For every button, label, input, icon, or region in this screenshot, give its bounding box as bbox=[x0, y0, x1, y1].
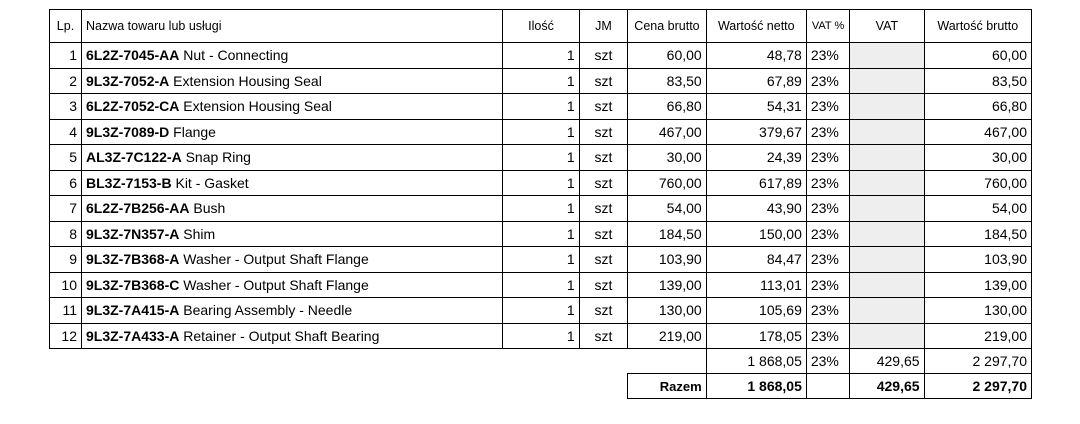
row-part-code: 9L3Z-7089-D bbox=[86, 123, 170, 140]
total-label: Razem bbox=[628, 374, 706, 399]
row-gross-value: 184,50 bbox=[924, 221, 1031, 247]
row-description: Nut - Connecting bbox=[183, 47, 289, 64]
table-row bbox=[50, 145, 1032, 171]
row-part-code: 9L3Z-7B368-A bbox=[86, 251, 180, 268]
row-unit: szt bbox=[579, 272, 628, 298]
row-part-code: 6L2Z-7B256-AA bbox=[86, 200, 190, 217]
row-qty: 1 bbox=[503, 298, 579, 324]
row-vat-pct: 23% bbox=[806, 145, 849, 171]
row-part-code: 9L3Z-7A433-A bbox=[86, 327, 180, 344]
header-gross-value: Wartość brutto bbox=[924, 10, 1031, 43]
row-description: Retainer - Output Shaft Bearing bbox=[183, 327, 380, 344]
row-lp: 8 bbox=[50, 221, 82, 247]
row-lp: 2 bbox=[50, 68, 82, 94]
header-name: Nazwa towaru lub usługi bbox=[82, 10, 503, 43]
row-qty: 1 bbox=[503, 272, 579, 298]
row-lp: 12 bbox=[50, 323, 82, 349]
row-vat bbox=[850, 272, 924, 298]
row-vat bbox=[850, 119, 924, 145]
row-vat-pct: 23% bbox=[806, 298, 849, 324]
row-gross-price: 467,00 bbox=[628, 119, 706, 145]
row-gross-price: 30,00 bbox=[628, 145, 706, 171]
row-vat-pct: 23% bbox=[806, 196, 849, 222]
row-name bbox=[82, 145, 503, 171]
row-description: Flange bbox=[173, 123, 216, 140]
row-gross-value: 60,00 bbox=[924, 43, 1031, 69]
row-vat bbox=[850, 68, 924, 94]
row-lp: 9 bbox=[50, 247, 82, 273]
row-name bbox=[82, 94, 503, 120]
row-qty: 1 bbox=[503, 247, 579, 273]
row-vat-pct: 23% bbox=[806, 221, 849, 247]
row-lp: 5 bbox=[50, 145, 82, 171]
row-vat-pct: 23% bbox=[806, 323, 849, 349]
row-lp: 7 bbox=[50, 196, 82, 222]
table-row bbox=[50, 68, 1032, 94]
row-description: Shim bbox=[183, 225, 216, 242]
row-name bbox=[82, 68, 503, 94]
row-gross-price: 184,50 bbox=[628, 221, 706, 247]
row-net-value: 105,69 bbox=[706, 298, 806, 324]
row-vat bbox=[850, 298, 924, 324]
row-gross-price: 760,00 bbox=[628, 170, 706, 196]
row-gross-value: 467,00 bbox=[924, 119, 1031, 145]
total-vat-pct-empty bbox=[806, 374, 849, 399]
row-gross-price: 139,00 bbox=[628, 272, 706, 298]
row-gross-value: 30,00 bbox=[924, 145, 1031, 171]
row-net-value: 379,67 bbox=[706, 119, 806, 145]
row-qty: 1 bbox=[503, 68, 579, 94]
subtotal-vat: 429,65 bbox=[850, 349, 924, 374]
row-qty: 1 bbox=[503, 119, 579, 145]
table-row bbox=[50, 94, 1032, 120]
row-vat-pct: 23% bbox=[806, 94, 849, 120]
row-description: Bearing Assembly - Needle bbox=[183, 302, 353, 319]
row-lp: 10 bbox=[50, 272, 82, 298]
row-vat bbox=[850, 43, 924, 69]
row-name bbox=[82, 196, 503, 222]
row-gross-value: 66,80 bbox=[924, 94, 1031, 120]
row-qty: 1 bbox=[503, 43, 579, 69]
row-description: Washer - Output Shaft Flange bbox=[183, 251, 369, 268]
row-net-value: 178,05 bbox=[706, 323, 806, 349]
subtotal-vat-pct: 23% bbox=[806, 349, 849, 374]
header-net-value: Wartość netto bbox=[706, 10, 806, 43]
row-net-value: 54,31 bbox=[706, 94, 806, 120]
header-qty: Ilość bbox=[503, 10, 579, 43]
row-gross-value: 103,90 bbox=[924, 247, 1031, 273]
invoice-table bbox=[49, 9, 1032, 399]
row-vat bbox=[850, 145, 924, 171]
row-name bbox=[82, 119, 503, 145]
row-net-value: 84,47 bbox=[706, 247, 806, 273]
row-qty: 1 bbox=[503, 196, 579, 222]
row-description: Bush bbox=[193, 200, 226, 217]
row-qty: 1 bbox=[503, 145, 579, 171]
row-net-value: 48,78 bbox=[706, 43, 806, 69]
row-part-code: 9L3Z-7B368-C bbox=[86, 276, 180, 293]
row-gross-value: 83,50 bbox=[924, 68, 1031, 94]
total-gross-value: 2 297,70 bbox=[924, 374, 1031, 399]
row-lp: 4 bbox=[50, 119, 82, 145]
row-lp: 1 bbox=[50, 43, 82, 69]
subtotal-net-value: 1 868,05 bbox=[706, 349, 806, 374]
row-vat-pct: 23% bbox=[806, 247, 849, 273]
row-net-value: 43,90 bbox=[706, 196, 806, 222]
table-row bbox=[50, 170, 1032, 196]
header-vat-pct: VAT % bbox=[806, 10, 849, 43]
row-lp: 6 bbox=[50, 170, 82, 196]
header-vat: VAT bbox=[850, 10, 924, 43]
table-row bbox=[50, 272, 1032, 298]
table-row bbox=[50, 298, 1032, 324]
header-gross-price: Cena brutto bbox=[628, 10, 706, 43]
row-qty: 1 bbox=[503, 323, 579, 349]
table-row bbox=[50, 43, 1032, 69]
row-qty: 1 bbox=[503, 94, 579, 120]
row-name bbox=[82, 170, 503, 196]
row-part-code: BL3Z-7153-B bbox=[86, 174, 172, 191]
row-gross-value: 760,00 bbox=[924, 170, 1031, 196]
row-unit: szt bbox=[579, 170, 628, 196]
row-net-value: 113,01 bbox=[706, 272, 806, 298]
row-vat bbox=[850, 323, 924, 349]
row-unit: szt bbox=[579, 247, 628, 273]
row-qty: 1 bbox=[503, 221, 579, 247]
row-gross-price: 130,00 bbox=[628, 298, 706, 324]
row-part-code: AL3Z-7C122-A bbox=[86, 149, 182, 166]
subtotal-gross-value: 2 297,70 bbox=[924, 349, 1031, 374]
table-row bbox=[50, 323, 1032, 349]
row-qty: 1 bbox=[503, 170, 579, 196]
row-name bbox=[82, 221, 503, 247]
row-vat-pct: 23% bbox=[806, 68, 849, 94]
total-row bbox=[50, 374, 1032, 399]
row-name bbox=[82, 298, 503, 324]
row-unit: szt bbox=[579, 119, 628, 145]
row-lp: 11 bbox=[50, 298, 82, 324]
row-vat-pct: 23% bbox=[806, 272, 849, 298]
row-unit: szt bbox=[579, 221, 628, 247]
row-lp: 3 bbox=[50, 94, 82, 120]
header-lp: Lp. bbox=[50, 10, 82, 43]
subtotal-row bbox=[50, 349, 1032, 374]
row-name bbox=[82, 323, 503, 349]
row-gross-value: 130,00 bbox=[924, 298, 1031, 324]
table-row bbox=[50, 196, 1032, 222]
row-unit: szt bbox=[579, 196, 628, 222]
row-unit: szt bbox=[579, 323, 628, 349]
row-unit: szt bbox=[579, 94, 628, 120]
row-gross-price: 103,90 bbox=[628, 247, 706, 273]
row-name bbox=[82, 247, 503, 273]
table-row bbox=[50, 221, 1032, 247]
row-name bbox=[82, 43, 503, 69]
row-vat bbox=[850, 196, 924, 222]
row-gross-price: 60,00 bbox=[628, 43, 706, 69]
total-vat: 429,65 bbox=[850, 374, 924, 399]
header-unit: JM bbox=[579, 10, 628, 43]
row-part-code: 9L3Z-7N357-A bbox=[86, 225, 180, 242]
row-name bbox=[82, 272, 503, 298]
total-net-value: 1 868,05 bbox=[706, 374, 806, 399]
row-gross-value: 219,00 bbox=[924, 323, 1031, 349]
row-vat bbox=[850, 94, 924, 120]
row-net-value: 150,00 bbox=[706, 221, 806, 247]
row-gross-price: 83,50 bbox=[628, 68, 706, 94]
row-net-value: 67,89 bbox=[706, 68, 806, 94]
row-vat-pct: 23% bbox=[806, 119, 849, 145]
row-vat bbox=[850, 170, 924, 196]
table-row bbox=[50, 119, 1032, 145]
row-description: Extension Housing Seal bbox=[183, 98, 332, 115]
row-gross-value: 54,00 bbox=[924, 196, 1031, 222]
row-vat bbox=[850, 221, 924, 247]
table-row bbox=[50, 247, 1032, 273]
row-gross-price: 66,80 bbox=[628, 94, 706, 120]
row-description: Snap Ring bbox=[185, 149, 251, 166]
row-part-code: 9L3Z-7A415-A bbox=[86, 302, 180, 319]
row-net-value: 24,39 bbox=[706, 145, 806, 171]
row-unit: szt bbox=[579, 145, 628, 171]
row-unit: szt bbox=[579, 43, 628, 69]
row-gross-price: 54,00 bbox=[628, 196, 706, 222]
row-description: Kit - Gasket bbox=[175, 174, 249, 191]
row-part-code: 6L2Z-7045-AA bbox=[86, 47, 180, 64]
row-part-code: 9L3Z-7052-A bbox=[86, 72, 170, 89]
row-description: Extension Housing Seal bbox=[173, 72, 322, 89]
row-unit: szt bbox=[579, 68, 628, 94]
row-vat bbox=[850, 247, 924, 273]
row-unit: szt bbox=[579, 298, 628, 324]
row-part-code: 6L2Z-7052-CA bbox=[86, 98, 180, 115]
row-vat-pct: 23% bbox=[806, 43, 849, 69]
header-row bbox=[50, 10, 1032, 43]
row-gross-price: 219,00 bbox=[628, 323, 706, 349]
row-net-value: 617,89 bbox=[706, 170, 806, 196]
row-vat-pct: 23% bbox=[806, 170, 849, 196]
row-description: Washer - Output Shaft Flange bbox=[183, 276, 369, 293]
row-gross-value: 139,00 bbox=[924, 272, 1031, 298]
